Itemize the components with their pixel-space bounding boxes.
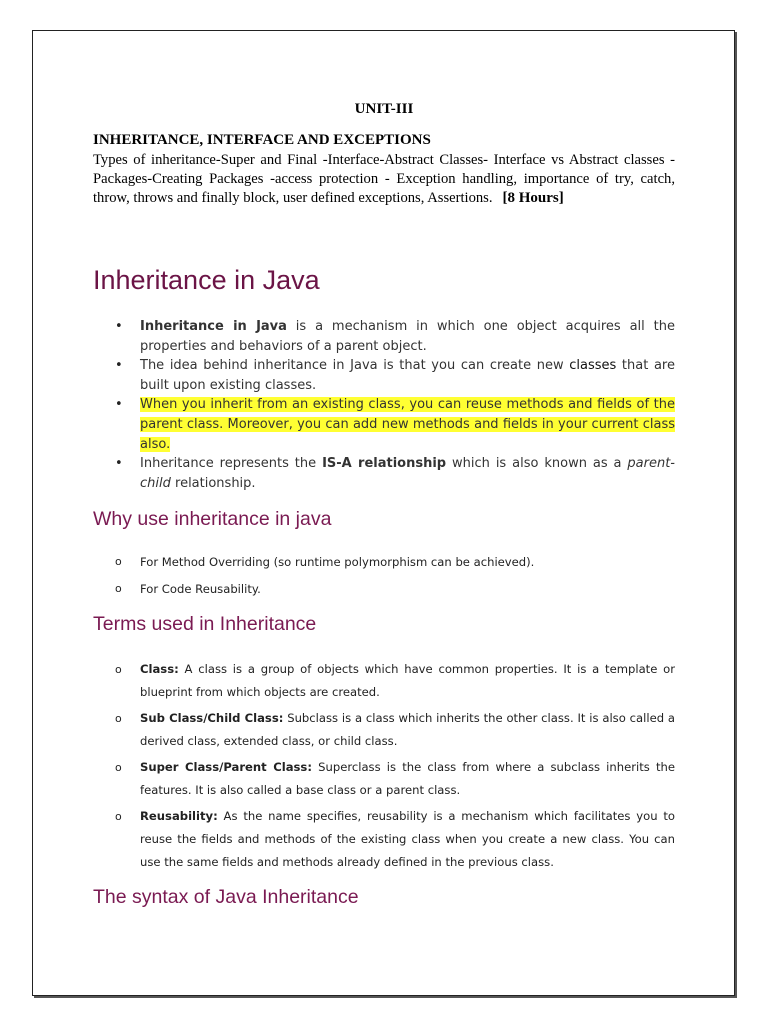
intro-bullet-list bbox=[115, 317, 675, 493]
why-list bbox=[115, 553, 675, 607]
syntax-heading: The syntax of Java Inheritance bbox=[93, 886, 359, 908]
main-heading: Inheritance in Java bbox=[93, 265, 320, 295]
list-item bbox=[115, 658, 675, 704]
list-item bbox=[115, 756, 675, 802]
item-text: that are built upon existing classes. bbox=[140, 358, 675, 393]
syllabus-hours: [8 Hours] bbox=[502, 190, 564, 206]
term-desc: Subclass is a class which inherits the other class. It is also called a derived class, extended class, or child class. bbox=[140, 711, 675, 748]
term-label: Class: bbox=[140, 662, 179, 676]
term-desc: A class is a group of objects which have common properties. It is a template or blueprint from which objects are created. bbox=[140, 662, 675, 699]
italic-term: parent-child bbox=[140, 456, 675, 491]
term-label: Super Class/Parent Class: bbox=[140, 760, 312, 774]
item-text: relationship. bbox=[170, 475, 256, 491]
list-item bbox=[115, 454, 675, 493]
terms-heading: Terms used in Inheritance bbox=[93, 613, 317, 635]
why-heading: Why use inheritance in java bbox=[93, 508, 332, 530]
item-text: Inheritance represents the bbox=[140, 456, 323, 472]
syllabus-text: Types of inheritance-Super and Final -Interface-Abstract Classes- Interface vs Abstract classes -Packages-Creating Packages -access protection - Exception handling, importance of try, catch, throw, throws and finally block, user defined exceptions, Assertions. bbox=[93, 152, 675, 206]
term-desc: As the name specifies, reusability is a mechanism which facilitates you to reuse the fields and methods of the existing class when you create a new class. You can use the same fields and methods already defined in the previous class. bbox=[140, 809, 675, 869]
term-label: Sub Class/Child Class: bbox=[140, 711, 284, 725]
list-item bbox=[115, 317, 675, 356]
term-desc: Superclass is the class from where a subclass inherits the features. It is also called a base class or a parent class. bbox=[140, 760, 675, 797]
section-heading: INHERITANCE, INTERFACE AND EXCEPTIONS bbox=[93, 132, 431, 148]
item-text: which is also known as a bbox=[446, 456, 628, 472]
list-item bbox=[115, 356, 675, 395]
syllabus-paragraph bbox=[93, 151, 675, 208]
item-text: is a mechanism in which one object acquires all the properties and behaviors of a parent object. bbox=[140, 319, 675, 354]
list-item bbox=[115, 707, 675, 753]
bold-term: Inheritance in Java bbox=[140, 319, 287, 334]
list-item-highlighted bbox=[115, 395, 675, 454]
list-item: o For Method Overriding (so runtime polymorphism can be achieved). bbox=[115, 553, 675, 571]
highlighted-text: When you inherit from an existing class, you can reuse methods and fields of the parent class. Moreover, you can add new methods and fields in your current class also. bbox=[140, 397, 675, 452]
item-text: The idea behind inheritance in Java is that you can create new bbox=[140, 358, 570, 374]
term-label: Reusability: bbox=[140, 809, 218, 823]
bold-term: IS-A relationship bbox=[322, 456, 447, 472]
list-item: o For Code Reusability. bbox=[115, 580, 675, 598]
terms-list bbox=[115, 658, 675, 877]
unit-title: UNIT-III bbox=[354, 101, 414, 117]
classes-link[interactable]: classes bbox=[569, 358, 617, 374]
list-item bbox=[115, 805, 675, 874]
